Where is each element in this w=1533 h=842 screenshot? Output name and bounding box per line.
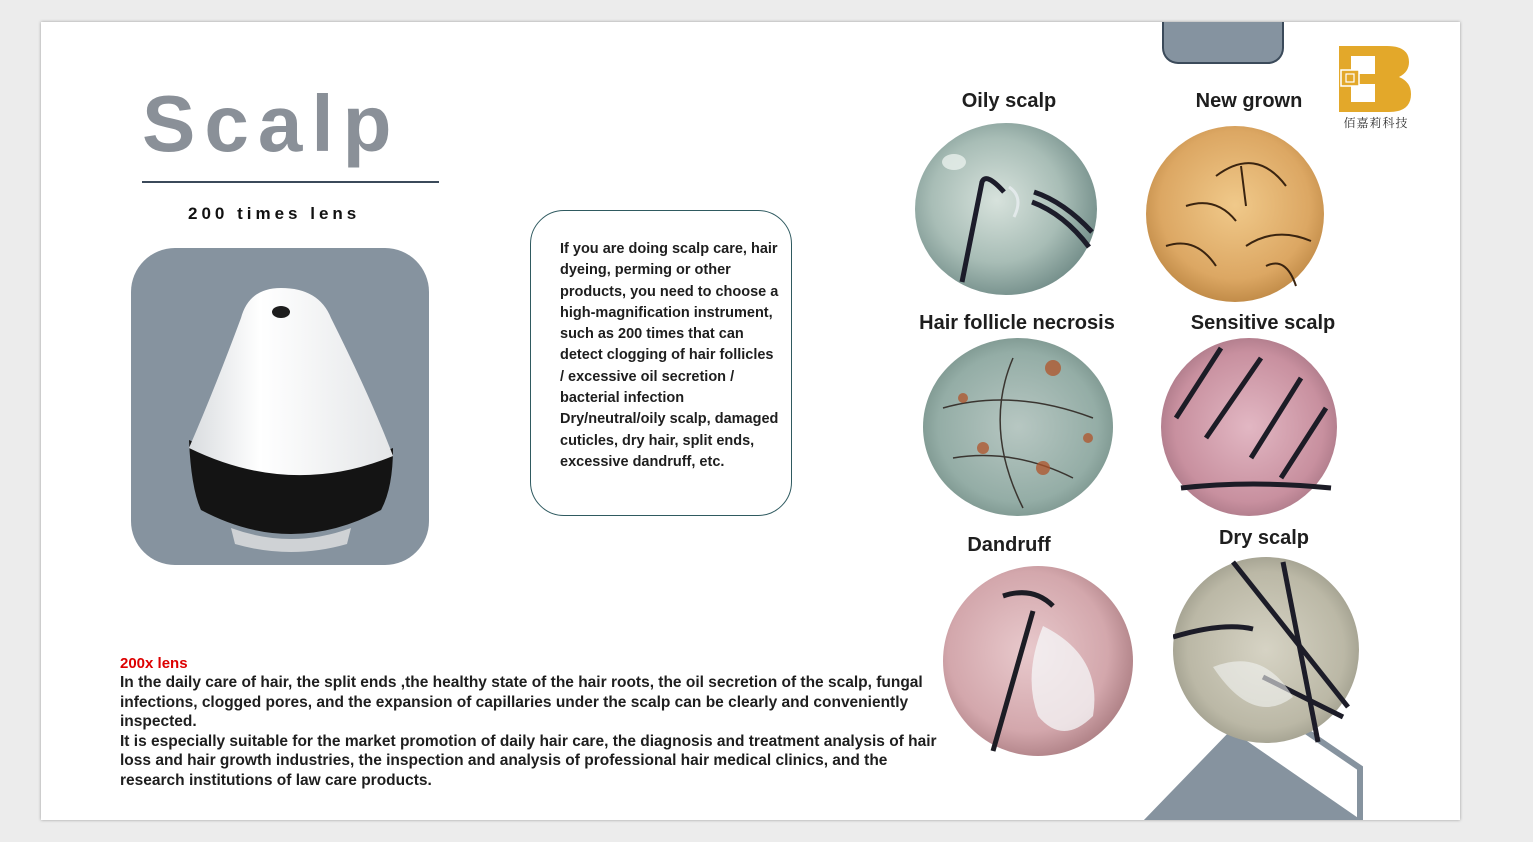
hair-follicle-necrosis-image <box>923 338 1113 516</box>
oily-scalp-image <box>914 122 1098 296</box>
slide <box>41 22 1460 820</box>
description-paragraph-2: It is especially suitable for the market promotion of daily hair care, the diagnosis and treatment analysis of hair loss and hair growth industries, the inspection and analysis of professional hair medical clinics, and the research institutions of law care products. <box>120 732 937 789</box>
title-underline <box>142 181 439 183</box>
sensitive-scalp-image <box>1161 338 1337 516</box>
info-text: If you are doing scalp care, hair dyeing, perming or other products, you need to choose a high-magnification instrument, such as 200 times that can detect clogging of hair follicles / excessive oil secretion / bacterial infection Dry/neutral/oily scalp, damaged cuticles, dry hair, split ends, excessive dandruff, etc. <box>560 241 779 470</box>
description-block <box>120 654 940 790</box>
logo-mark-icon <box>1337 44 1411 112</box>
lens-product-image <box>171 288 401 552</box>
page-title: Scalp <box>142 79 401 168</box>
info-bubble <box>530 210 792 516</box>
sample-label-sensitive-scalp: Sensitive scalp <box>1190 312 1336 334</box>
dandruff-image <box>943 566 1133 756</box>
sample-label-dry-scalp: Dry scalp <box>1218 527 1310 549</box>
sample-label-oily-scalp: Oily scalp <box>961 90 1057 112</box>
logo-text: 佰嘉莉科技 <box>1343 116 1409 130</box>
subtitle: 200 times lens <box>188 204 361 223</box>
new-grown-image <box>1146 126 1325 302</box>
sample-label-new-grown: New grown <box>1195 90 1303 112</box>
product-card <box>131 248 429 565</box>
description-heading: 200x lens <box>120 655 188 672</box>
sample-label-hair-follicle-necrosis: Hair follicle necrosis <box>919 312 1115 334</box>
dry-scalp-image <box>1173 557 1359 743</box>
top-tab-decoration <box>1162 22 1284 64</box>
company-logo <box>1337 44 1415 131</box>
description-paragraph-1: In the daily care of hair, the split ends ,the healthy state of the hair roots, the oil secretion of the scalp, fungal infections, clogged pores, and the expansion of capillaries under the scalp can be clearly and conveniently inspected. <box>120 674 923 730</box>
sample-label-dandruff: Dandruff <box>967 534 1051 556</box>
